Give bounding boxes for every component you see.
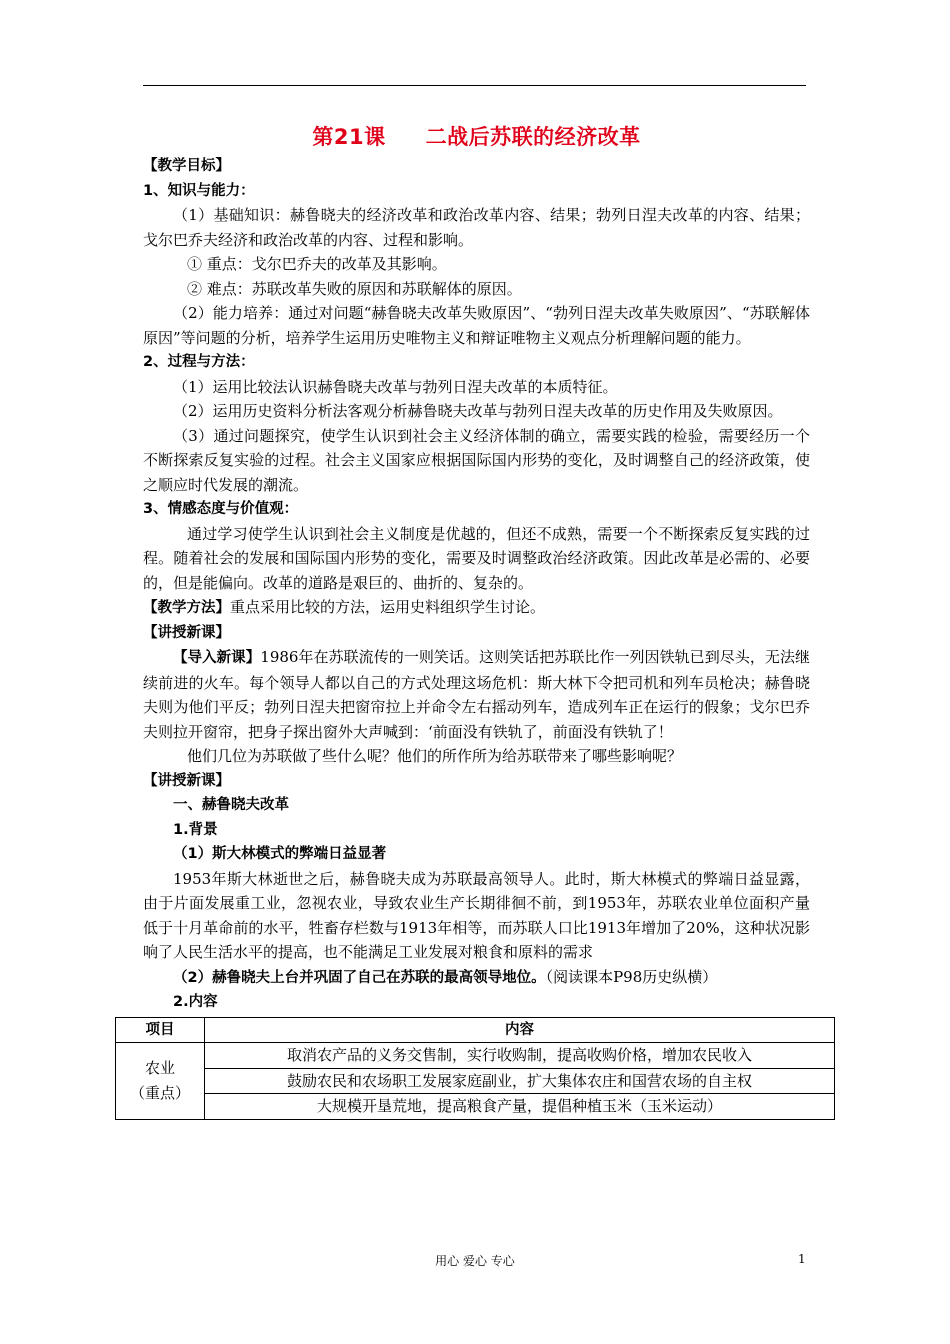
lesson-number: 第21课 [312,125,386,149]
intro-question: 他们几位为苏联做了些什么呢？他们的所作所为给苏联带来了哪些影响呢？ [187,747,683,765]
table-header-row [116,1017,835,1043]
table-row [116,1094,835,1120]
background-2-note: （阅读课本P98历史纵横） [545,967,718,986]
intro-paragraph [143,645,810,744]
process-heading: 2、过程与方法： [143,354,255,370]
lecture-heading: 【讲授新课】 [143,772,230,789]
knowledge-basic: （1）基础知识：赫鲁晓夫的经济改革和政治改革内容、结果；勃列日涅夫改革的内容、结果；戈尔巴乔夫经济和政治改革的内容、过程和影响。 [143,206,810,249]
new-lesson-heading: 【讲授新课】 [143,624,230,641]
method-text: 重点采用比较的方法，运用史料组织学生讨论。 [230,598,546,616]
page-number: 1 [798,1252,806,1266]
section1-heading: 一、赫鲁晓夫改革 [173,797,289,813]
knowledge-heading: 1、知识与能力： [143,182,255,199]
background-2-paragraph [143,965,810,991]
method-heading: 【教学方法】 [143,600,230,616]
attitude-heading: 3、情感态度与价值观： [143,501,299,517]
knowledge-key: ① 重点：戈尔巴乔夫的改革及其影响。 [187,255,447,273]
process-p3: （3）通过问题探究，使学生认识到社会主义经济体制的确立，需要实践的检验，需要经历一个不断探索反复实验的过程。社会主义国家应根据国际国内形势的变化，及时调整自己的经济政策，使之顺应时代发展的潮流。 [143,426,810,494]
intro-text: 1986年在苏联流传的一则笑话。这则笑话把苏联比作一列因铁轨已到尽头，无法继续前进的火车。每个领导人都以自己的方式处理这场危机：斯大林下令把司机和列车员枪决；赫鲁晓夫则为他们平反；勃列日涅夫把窗帘拉上并命令左右摇动列车，造成列车正在运行的假象；戈尔巴乔夫则拉开窗帘，把身子探出窗外大声喊到：‘前面没有铁轨了，前面没有铁轨了！ [143,648,810,741]
table-row [116,1043,835,1069]
background-2-heading: （2）赫鲁晓夫上台并巩固了自己在苏联的最高领导地位。 [173,969,546,986]
category-note: （重点） [129,1083,190,1102]
lesson-name: 二战后苏联的经济改革 [425,125,641,149]
attitude-text: 通过学习使学生认识到社会主义制度是优越的，但还不成熟，需要一个不断探索反复实践的过程。随着社会的发展和国际国内形势的变化，需要及时调整政治经济政策。因此改革是必需的、必要的，但是能偏向。改革的道路是艰巨的、曲折的、复杂的。 [143,524,810,592]
background-1-text: 1953年斯大林逝世之后，赫鲁晓夫成为苏联最高领导人。此时，斯大林模式的弊端日益显露，由于片面发展重工业，忽视农业，导致农业生产长期徘徊不前，到1953年，苏联农业单位面积产量低于十月革命前的水平，牲畜存栏数与1913年相等，而苏联人口比1913年增加了20%，这种状况影响了人民生活水平的提高，也不能满足工业发展对粮食和原料的需求 [143,869,810,961]
page-title [143,122,810,152]
footer-motto: 用心 爱心 专心 [435,1254,515,1268]
table-cell: 鼓励农民和农场职工发展家庭副业，扩大集体农庄和国营农场的自主权 [205,1068,835,1094]
method-paragraph [143,595,810,621]
content-heading: 2.内容 [173,994,218,1010]
process-p2: （2）运用历史资料分析法客观分析赫鲁晓夫改革与勃列日涅夫改革的历史作用及失败原因。 [173,402,783,420]
reform-content-table [115,1017,835,1120]
category-label: 农业 [144,1059,175,1078]
background-heading: 1.背景 [173,821,218,838]
background-1-heading: （1）斯大林模式的弊端日益显著 [173,846,387,862]
intro-heading: 【导入新课】 [173,650,261,666]
table-cell: 取消农产品的义务交售制，实行收购制，提高收购价格，增加农民收入 [205,1043,835,1069]
table-header-item: 项目 [116,1017,205,1043]
document-body [129,118,810,1120]
table-cell: 大规模开垦荒地，提高粮食产量，提倡种植玉米（玉米运动） [205,1094,835,1120]
header-rule [143,85,806,86]
objectives-heading: 【教学目标】 [143,158,230,174]
knowledge-ability: （2）能力培养：通过对问题“赫鲁晓夫改革失败原因”、“勃列日涅夫改革失败原因”、“苏联解体原因”等问题的分析，培养学生运用历史唯物主义和辩证唯物主义观点分析理解问题的能力。 [143,304,810,347]
knowledge-difficulty: ② 难点：苏联改革失败的原因和苏联解体的原因。 [187,279,522,298]
process-p1: （1）运用比较法认识赫鲁晓夫改革与勃列日涅夫改革的本质特征。 [173,377,618,396]
table-row [116,1068,835,1094]
table-header-content: 内容 [205,1017,835,1043]
table-category-cell [116,1043,205,1120]
